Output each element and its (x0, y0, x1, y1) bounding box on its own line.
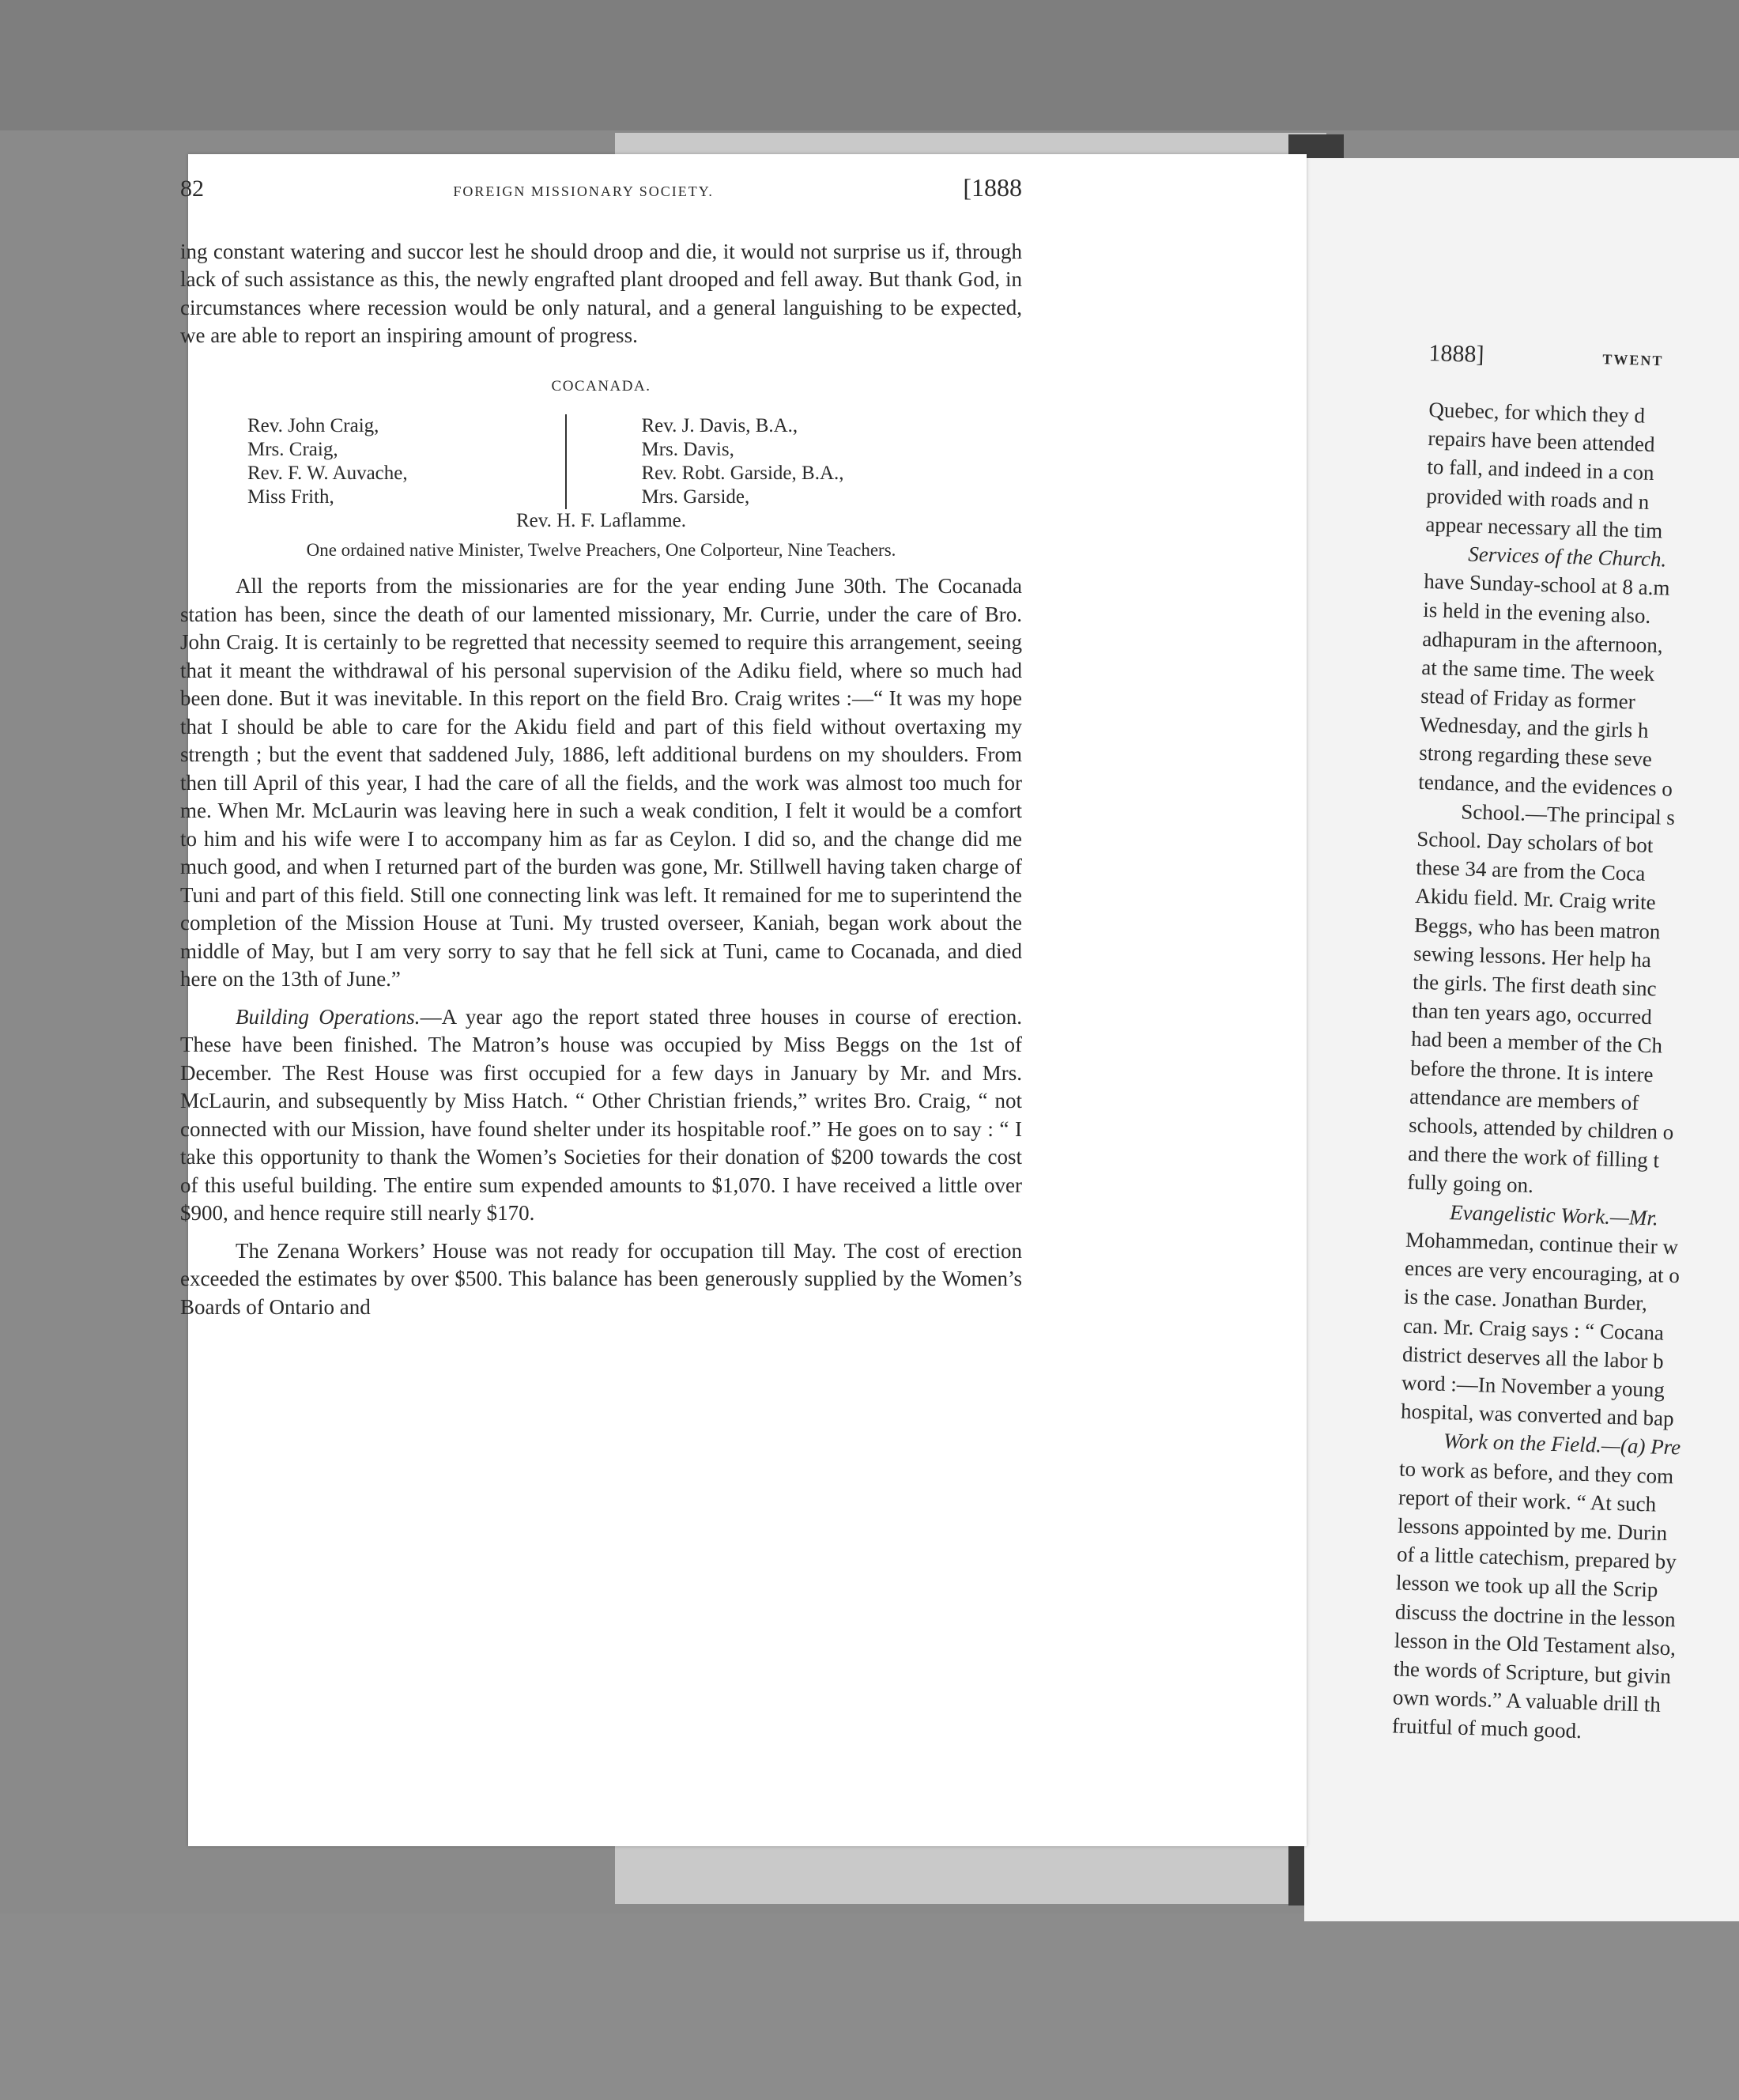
staff-member: Rev. John Craig, (247, 415, 379, 436)
text-line: Evangelistic Work.—Mr. (1449, 1199, 1659, 1230)
running-head (180, 174, 1022, 206)
text-line: Services of the Church. (1468, 542, 1667, 572)
staff-member: Miss Frith, (247, 486, 334, 508)
text-line: have Sunday-school at 8 a.m (1424, 569, 1670, 600)
text-line: ences are very encouraging, at o (1404, 1256, 1681, 1288)
text-line: the words of Scripture, but givin (1393, 1656, 1672, 1689)
text-line: stead of Friday as former (1420, 683, 1636, 714)
building-text: —A year ago the report stated three houses in course of erection. These have been finished. The Matron’s house was occupied by Miss Beggs on the 1st of December. The Rest House was first occupied for a few days in January by Mr. and Mrs. McLaurin, and subsequently by Miss Hatch. “ Other Christian friends,” writes Bro. Craig, “ not connected with our Mission, have found shelter under its hospitable roof.” He goes on to say : “ I take this opportunity to thank the Women’s Societies for their donation of $200 towards the cost of this useful building. The entire sum expended amounts to $1,070. I have received a little over $900, and hence require still nearly $170. (180, 1004, 1022, 1225)
running-year: [1888 (963, 173, 1022, 202)
text-line: Work on the Field.—(a) Pre (1443, 1429, 1681, 1460)
section-title: COCANADA. (551, 377, 651, 395)
text-line: can. Mr. Craig says : “ Cocana (1402, 1313, 1665, 1345)
scan-backdrop-top (0, 0, 1739, 130)
text-line: sewing lessons. Her help ha (1413, 941, 1652, 972)
text-line: at the same time. The week (1420, 655, 1655, 686)
right-page-text (1391, 395, 1710, 1748)
right-running-title: TWENT (1602, 351, 1664, 369)
staff-member-center: Rev. H. F. Laflamme. (515, 510, 687, 531)
text-line: report of their work. “ At such (1398, 1485, 1657, 1516)
text-line: strong regarding these seve (1418, 741, 1653, 772)
text-line: Akidu field. Mr. Craig write (1414, 884, 1657, 915)
right-running-year: 1888] (1428, 340, 1484, 368)
text-line: lesson in the Old Testament also, (1394, 1628, 1677, 1660)
text-line: School.—The principal s (1460, 799, 1676, 829)
staff-member: Mrs. Craig, (247, 439, 338, 460)
building-heading: Building Operations. (236, 1004, 421, 1029)
text-line: adhapuram in the afternoon, (1421, 626, 1664, 657)
text-line: Wednesday, and the girls h (1419, 712, 1649, 743)
staff-member: Rev. F. W. Auvache, (247, 463, 408, 484)
text-line: these 34 are from the Coca (1415, 855, 1646, 886)
text-line: fully going on. (1406, 1170, 1534, 1198)
scan-backdrop-bottom (0, 1913, 1739, 2100)
text-line: repairs have been attended (1428, 426, 1655, 457)
text-line: attendance are members of (1409, 1084, 1639, 1115)
staff-member: Mrs. Davis, (641, 439, 734, 460)
text-line: of a little catechism, prepared by (1396, 1542, 1677, 1574)
text-line: Beggs, who has been matron (1413, 912, 1661, 944)
text-line: fruitful of much good. (1391, 1713, 1582, 1743)
text-line: School. Day scholars of bot (1416, 826, 1654, 858)
text-line: lessons appointed by me. Durin (1397, 1513, 1668, 1545)
page-number: 82 (180, 176, 204, 202)
left-page-content (180, 174, 1022, 1321)
staff-member: Mrs. Garside, (641, 486, 750, 508)
text-line: is the case. Jonathan Burder, (1403, 1284, 1648, 1316)
text-line: the girls. The first death sinc (1412, 969, 1658, 1001)
text-line: provided with roads and n (1426, 483, 1650, 514)
text-line: lesson we took up all the Scrip (1395, 1570, 1658, 1602)
text-line: had been a member of the Ch (1410, 1027, 1663, 1059)
zenana-paragraph: The Zenana Workers’ House was not ready for occupation till May. The cost of erection exceeded the estimates by over $500. This balance has been generously supplied by the Women’s Boards of Ontario and (180, 1238, 1022, 1319)
text-line: schools, attended by children o (1408, 1112, 1674, 1145)
running-title: FOREIGN MISSIONARY SOCIETY. (453, 183, 714, 199)
text-line: before the throne. It is intere (1409, 1056, 1654, 1086)
staff-list (247, 414, 959, 509)
text-line: discuss the doctrine in the lesson (1394, 1599, 1677, 1631)
building-paragraph (180, 1003, 1022, 1228)
staff-note: One ordained native Minister, Twelve Preachers, One Colporteur, Nine Teachers. (306, 540, 896, 560)
text-line: Mohammedan, continue their w (1405, 1227, 1679, 1260)
reports-paragraph: All the reports from the missionaries are for the year ending June 30th. The Cocanada station has been, since the death of our lamented missionary, Mr. Currie, under the care of Bro. John Craig. It is certainly to be regretted that necessity seemed to require this arrangement, seeing that it meant the withdrawal of his personal supervision of the Adiku field, where so much had been done. But it was inevitable. In this report on the field Bro. Craig writes :—“ It was my hope that I should be able to care for the Akidu field and part of this field without overtaxing my strength ; but the event that saddened July, 1886, left additional burdens on my shoulders. From then till April of this year, I had the care of all the fields, and the work was almost too much for me. When Mr. McLaurin was leaving here in such a weak condition, I felt it would be a comfort to him and his wife were I to accompany him as far as Ceylon. I did so, and the change did me much good, and when I returned part of the burden was gone, Mr. Stillwell having taken charge of Tuni and part of this field. Still one connecting link was left. It remained for me to superintend the completion of the Mission House at Tuni. My trusted overseer, Kaniah, began work about the middle of May, but I am very sorry to say that he fell sick at Tuni, came to Cocanada, and died here on the 13th of June.” (180, 574, 1022, 991)
text-line: hospital, was converted and bap (1400, 1399, 1675, 1431)
text-line: district deserves all the labor b (1401, 1342, 1665, 1373)
text-line: word :—In November a young (1401, 1370, 1665, 1402)
text-line: to fall, and indeed in a con (1427, 455, 1654, 485)
staff-member: Rev. J. Davis, B.A., (641, 415, 798, 436)
text-line: tendance, and the evidences o (1417, 769, 1673, 801)
intro-paragraph: ing constant watering and succor lest he should droop and die, it would not surprise us if, through lack of such assistance as this, the newly engrafted plant drooped and fell away. But thank God, in circumstances where recession would be only natural, and a general languishing to be expected, we are able to report an inspiring amount of progress. (180, 239, 1022, 347)
staff-column-right (565, 414, 960, 509)
text-line: and there the work of filling t (1407, 1141, 1660, 1173)
text-line: own words.” A valuable drill th (1392, 1685, 1662, 1717)
text-line: than ten years ago, occurred (1411, 998, 1653, 1029)
text-line: Quebec, for which they d (1428, 397, 1646, 428)
staff-member: Rev. Robt. Garside, B.A., (641, 463, 844, 484)
staff-column-left (247, 414, 565, 509)
text-line: is held in the evening also. (1423, 598, 1651, 629)
text-line: appear necessary all the tim (1425, 512, 1663, 543)
text-line: to work as before, and they com (1398, 1456, 1674, 1488)
